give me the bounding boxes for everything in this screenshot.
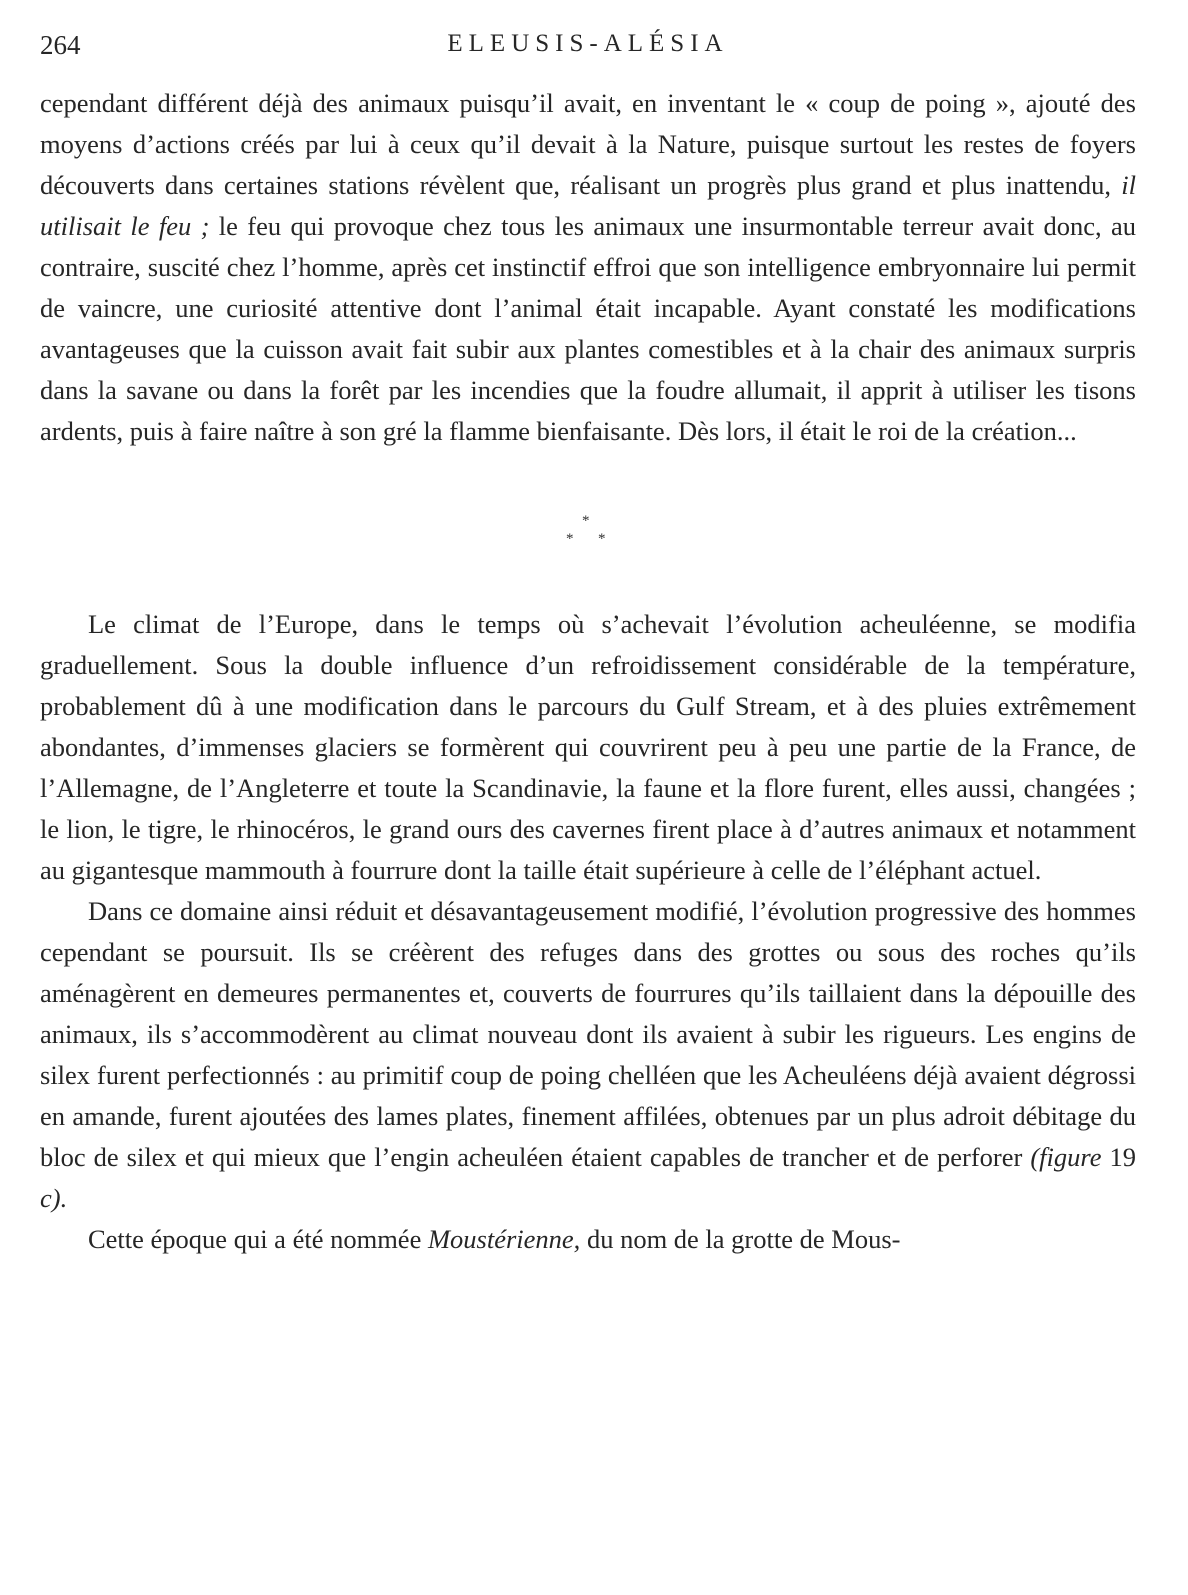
italic-mousterienne: Moustérienne, [427,1224,581,1254]
running-header [40,28,1136,64]
paragraph-2-text: Le climat de l’Europe, dans le temps où s’achevait l’évolution acheuléenne, se modifia graduellement. Sous la double influence d’un refroidissement considérable de la température, probablement dû à une modification dans le parcours du Gulf Stream, et à des pluies extrêmement abondantes, d’immenses glaciers se formèrent qui couvrirent peu à peu une partie de la France, de l’Allemagne, de l’Angleterre et toute la Scandinavie, la faune et la flore furent, elles aussi, changées ; le lion, le tigre, le rhinocéros, le grand ours des cavernes firent place à d’autres animaux et notamment au gigantesque mammouth à fourrure dont la taille était supérieure à celle de l’éléphant actuel. [40,609,1136,885]
page-number: 264 [40,30,81,60]
asterism-ornament [562,514,614,550]
asterisk-icon: * [582,513,590,529]
paragraph-4 [40,1219,1136,1260]
paragraph-2 [40,604,1136,891]
paragraph-4-text: Cette époque qui a été nommée [88,1224,428,1254]
paragraph-1-text: cependant différent déjà des animaux puisqu’il avait, en inventant le « coup de poing », ajouté des moyens d’actions créés par lui à ceux qu’il devait à la Nature, puisque surtout les restes de foyers découverts dans certaines stations révèlent que, réalisant un progrès plus grand et plus inattendu, [40,88,1136,200]
section-break [40,452,1136,604]
paragraph-4-text-cont: du nom de la grotte de Mous- [580,1224,901,1254]
italic-phrase-il-utilisait-le-feu: il utilisait le feu ; [40,170,1136,241]
asterisk-icon: * [566,531,574,547]
italic-figure-letter: c). [40,1183,68,1213]
asterisk-icon: * [598,531,606,547]
figure-number: 19 [1101,1142,1137,1172]
paragraph-1 [40,83,1136,452]
paragraph-3-text: Dans ce domaine ainsi réduit et désavantageusement modifié, l’évolution progressive des hommes cependant se poursuit. Ils se créèrent des refuges dans des grottes ou sous des roches qu’ils aménagèrent en demeures permanentes et, couverts de fourrures qu’ils taillaient dans la dépouille des animaux, ils s’accommodèrent au climat nouveau dont ils avaient à subir les rigueurs. Les engins de silex furent perfectionnés : au primitif coup de poing chelléen que les Acheuléens déjà avaient dégrossi en amande, furent ajoutées des lames plates, finement affilées, obtenues par un plus adroit débitage du bloc de silex et qui mieux que l’engin acheuléen étaient capables de trancher et de perforer [40,896,1136,1172]
paragraph-1-text-cont: le feu qui provoque chez tous les animaux une insurmontable terreur avait donc, au contraire, suscité chez l’homme, après cet instinctif effroi que son intelligence embryonnaire lui permit de vaincre, une curiosité attentive dont l’animal était incapable. Ayant constaté les modifications avantageuses que la cuisson avait fait subir aux plantes comestibles et à la chair des animaux surpris dans la savane ou dans la forêt par les incendies que la foudre allumait, il apprit à utiliser les tisons ardents, puis à faire naître à son gré la flamme bienfaisante. Dès lors, il était le roi de la création... [40,211,1136,446]
book-page [40,28,1136,1260]
italic-figure-ref: (figure [1030,1142,1102,1172]
running-title: ELEUSIS-ALÉSIA [447,30,729,57]
paragraph-3 [40,891,1136,1219]
